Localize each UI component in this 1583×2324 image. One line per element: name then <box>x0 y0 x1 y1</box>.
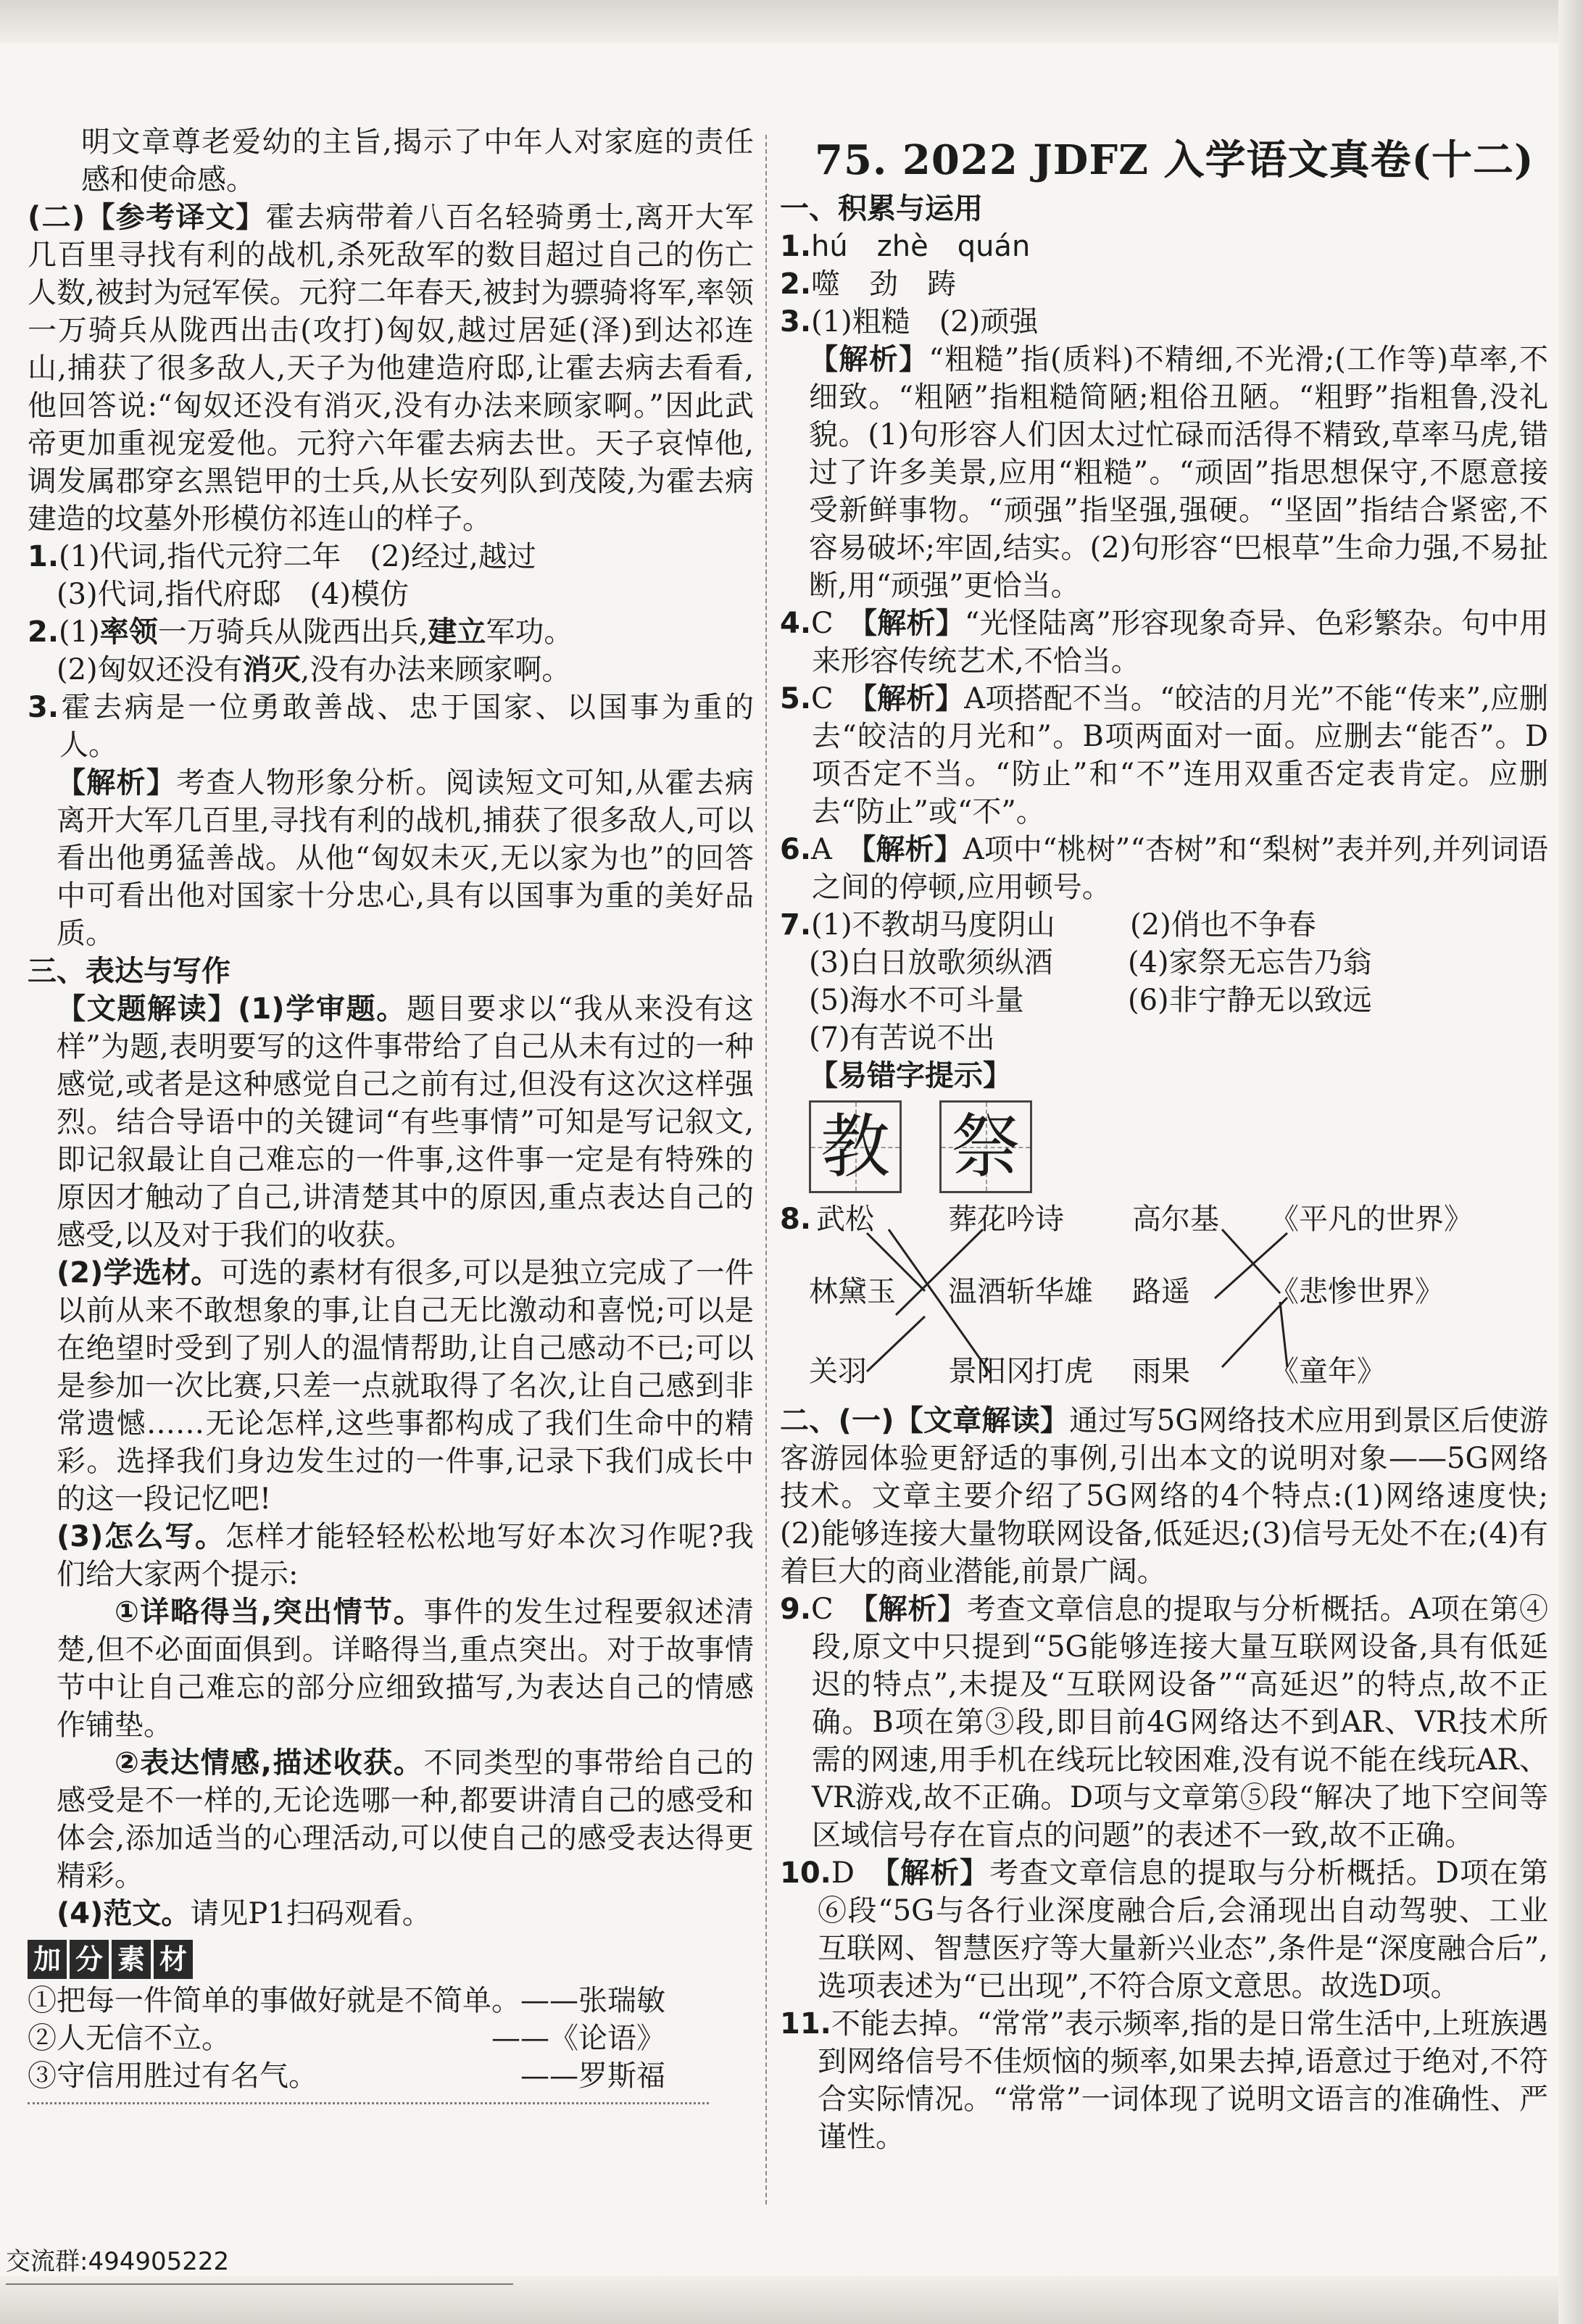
r7-item: (1)不教胡马度阴山 <box>811 908 1055 942</box>
q1-line2: (3)代词,指代府邸 (4)模仿 <box>57 578 410 611</box>
r10-number: 10. <box>780 1856 831 1890</box>
quote-row <box>28 2057 709 2095</box>
translation-label: (二)【参考译文】 <box>28 201 266 234</box>
r9-text: 考查文章信息的提取与分析概括。A项在第④段,原文中只提到“5G能够连接大量互联网设备,具有低延迟的特点”,未提及“互联网设备”“高延迟”的特点,故不正确。B项在第③段,即目前4G网络达不到AR、VR技术所需的网速,用手机在线玩比较困难,没有说不能在线玩AR、VR游戏,故不正确。D项与文章第⑤段“解决了地下空间等区域信号存在盲点的问题”的表述不一致,故不正确。 <box>812 1593 1549 1852</box>
badge-char: 分 <box>70 1940 109 1979</box>
quote-author: ——罗斯福 <box>520 2059 665 2093</box>
tianzige-char: 教 <box>820 1106 890 1187</box>
q2-line2 <box>28 651 754 689</box>
r10-text: 考查文章信息的提取与分析概括。D项在第⑥段“5G与各行业深度融合后,会涌现出自动驾驶、工业互联网、智慧医疗等大量新兴业态”,条件是“深度融合后”,选项表述为“已出现”,不符合原文意思。故选D项。 <box>818 1856 1549 2003</box>
q3-answer: 霍去病是一位勇敢善战、忠于国家、以国事为重的人。 <box>59 691 754 762</box>
r2 <box>780 265 1548 303</box>
r7-item: (6)非宁静无以致远 <box>1128 984 1372 1017</box>
q1-line1: (1)代词,指代元狩二年 (2)经过,越过 <box>59 540 536 573</box>
writing-4-text: 请见P1扫码观看。 <box>190 1897 431 1930</box>
r5 <box>780 680 1548 831</box>
quote-text: ②人无信不立。 <box>28 2022 230 2055</box>
badge-char: 素 <box>112 1940 151 1979</box>
r5-number: 5. <box>780 682 812 715</box>
r6-label: 【解析】 <box>861 833 963 866</box>
q1-number: 1. <box>28 540 59 573</box>
r8-book: 《童年》 <box>1270 1355 1386 1388</box>
writing-3-label: (3)怎么写。 <box>57 1520 225 1553</box>
quote-row <box>28 1982 709 2020</box>
r7-row4: (7)有苦说不出 <box>809 1021 995 1055</box>
scan-top-edge <box>0 0 1583 43</box>
r8-character: 关羽 <box>809 1355 867 1388</box>
r11-text: 不能去掉。“常常”表示频率,指的是日常生活中,上班族遇到网络信号不佳烦恼的频率,如果去掉,语意过于绝对,不符合实际情况。“常常”一词体现了说明文语言的准确性、严谨性。 <box>818 2007 1548 2154</box>
r7 <box>780 906 1548 944</box>
section-2-text: 通过写5G网络技术应用到景区后使游客游园体验更舒适的事例,引出本文的说明对象——5G网络技术。文章主要介绍了5G网络的4个特点:(1)网络速度快;(2)能够连接大量物联网设备,低延迟;(3)信号无处不在;(4)有着巨大的商业潜能,前景广阔。 <box>780 1404 1549 1588</box>
r2-number: 2. <box>780 267 812 301</box>
r7-item: (3)白日放歌须纵酒 <box>809 946 1053 979</box>
right-column <box>780 190 1548 2156</box>
r6-number: 6. <box>780 833 812 866</box>
r9-choice: C <box>811 1593 834 1626</box>
writing-3-2-label: ②表达情感,描述收获。 <box>115 1746 424 1780</box>
r8-book: 《悲惨世界》 <box>1270 1275 1444 1308</box>
writing-2 <box>28 1254 754 1518</box>
section-2-label: 二、(一)【文章解读】 <box>780 1404 1070 1437</box>
q3 <box>28 689 754 764</box>
r8-author: 高尔基 <box>1132 1203 1219 1236</box>
quote-text: ①把每一件简单的事做好就是不简单。 <box>28 1984 520 2017</box>
scan-right-edge <box>1558 0 1583 2324</box>
r3-number: 3. <box>780 305 812 339</box>
footer-rule <box>6 2283 513 2285</box>
q2-l2-c: ,没有办法来顾家啊。 <box>300 653 571 686</box>
left-column <box>28 123 754 2104</box>
tianzige-box <box>809 1100 902 1193</box>
r8-author: 雨果 <box>1132 1355 1190 1388</box>
matching-exercise <box>780 1200 1548 1396</box>
q2-l1-d: 建立 <box>428 615 486 649</box>
r8-event: 葬花吟诗 <box>948 1203 1064 1236</box>
q3-analysis-text: 考查人物形象分析。阅读短文可知,从霍去病离开大军几百里,寻找有利的战机,捕获了很多敌人,可以看出他勇猛善战。从他“匈奴未灭,无以家为也”的回答中可看出他对国家十分忠心,具有以国事为重的美好品质。 <box>57 766 754 950</box>
r6-choice: A <box>811 833 832 866</box>
r4-text: “光怪陆离”形容现象奇异、色彩繁杂。句中用来形容传统艺术,不恰当。 <box>812 607 1548 678</box>
r7-row2 <box>780 944 1548 982</box>
r4-choice: C <box>811 607 834 640</box>
writing-3-2 <box>28 1744 754 1895</box>
footer-group-number: 交流群:494905222 <box>6 2247 230 2276</box>
q2-l2-a: (2)匈奴还没有 <box>57 653 243 686</box>
badge-char: 材 <box>154 1940 193 1979</box>
r3-analysis-label: 【解析】 <box>809 343 929 376</box>
r1 <box>780 228 1548 265</box>
r8-character: 林黛玉 <box>809 1275 896 1308</box>
badge-char: 加 <box>28 1940 67 1979</box>
writing-1-label: (1)学审题。 <box>238 992 407 1026</box>
r3-text: (1)粗糙 (2)顽强 <box>811 305 1039 339</box>
writing-4 <box>28 1895 754 1933</box>
r9-number: 9. <box>780 1593 812 1626</box>
q2-l1-c: 一万骑兵从陇西出兵, <box>157 615 428 649</box>
quote-row <box>28 2020 709 2057</box>
r3 <box>780 303 1548 341</box>
r6-text: A项中“桃树”“杏树”和“梨树”表并列,并列词语之间的停顿,应用顿号。 <box>812 833 1549 904</box>
writing-label: 【文题解读】 <box>57 992 238 1026</box>
r6 <box>780 831 1548 906</box>
quote-author: ——张瑞敏 <box>520 1984 665 2017</box>
r4-number: 4. <box>780 607 812 640</box>
r5-label: 【解析】 <box>862 682 965 715</box>
writing-2-text: 可选的素材有很多,可以是独立完成了一件以前从来不敢想象的事,让自己无比激动和喜悦;可以是在绝望时受到了别人的温情帮助,让自己感动不已;可以是参加一次比赛,只差一点就取得了名次,让自己感到非常遗憾……无论怎样,这些事都构成了我们生命中的精彩。选择我们身边发生过的一件事,记录下我们成长中的这一段记忆吧! <box>57 1256 754 1516</box>
r10-label: 【解析】 <box>885 1856 990 1890</box>
tianzige-char: 祭 <box>951 1106 1021 1187</box>
r4-label: 【解析】 <box>863 607 965 640</box>
r7-item: (5)海水不可斗量 <box>809 984 1024 1017</box>
q2 <box>28 613 754 651</box>
r1-number: 1. <box>780 230 812 263</box>
writing-1 <box>28 990 754 1254</box>
r7-item: (4)家祭无忘告乃翁 <box>1128 946 1372 979</box>
r8-event: 温酒斩华雄 <box>948 1275 1093 1308</box>
section-3-heading: 三、表达与写作 <box>28 955 230 988</box>
writing-3-1 <box>28 1593 754 1744</box>
q2-l1-a: (1) <box>59 615 100 649</box>
q2-number: 2. <box>28 615 59 649</box>
r9-label: 【解析】 <box>863 1593 967 1626</box>
r8-author: 路遥 <box>1132 1275 1190 1308</box>
page-title: 75. 2022 JDFZ 入学语文真卷(十二) <box>815 136 1534 184</box>
r3-analysis <box>780 341 1548 605</box>
q3-number: 3. <box>28 691 59 724</box>
writing-3-1-label: ①详略得当,突出情节。 <box>115 1595 424 1629</box>
q1 <box>28 538 754 576</box>
translation-text: 霍去病带着八百名轻骑勇士,离开大军几百里寻找有利的战机,杀死敌军的数目超过自己的伤亡人数,被封为冠军侯。元狩二年春天,被封为骠骑将军,率领一万骑兵从陇西出击(攻打)匈奴,越过居延(泽)到达祁连山,捕获了很多敌人,天子为他建造府邸,让霍去病去看看,他回答说:“匈奴还没有消灭,没有办法来顾家啊。”因此武帝更加重视宠爱他。元狩六年霍去病去世。天子哀悼他,调发属郡穿玄黑铠甲的士兵,从长安列队到茂陵,为霍去病建造的坟墓外形模仿祁连山的样子。 <box>28 201 754 536</box>
quote-author: ——《论语》 <box>491 2022 665 2055</box>
quote-text: ③守信用胜过有名气。 <box>28 2059 317 2093</box>
r11-number: 11. <box>780 2007 831 2041</box>
section-1-heading: 一、积累与运用 <box>780 192 983 225</box>
r10-choice: D <box>831 1856 855 1890</box>
r5-choice: C <box>811 682 834 715</box>
r4 <box>780 605 1548 680</box>
r2-text: 噬 劲 踌 <box>811 267 957 301</box>
q3-analysis-label: 【解析】 <box>57 766 177 800</box>
intro-paragraph: 明文章尊老爱幼的主旨,揭示了中年人对家庭的责任感和使命感。 <box>81 125 754 196</box>
r10 <box>780 1854 1548 2005</box>
writing-3-2-text: 不同类型的事带给自己的感受是不一样的,无论选哪一种,都要讲清自己的感受和体会,添加适当的心理活动,可以使自己的感受表达得更精彩。 <box>57 1746 755 1893</box>
writing-2-label: (2)学选材。 <box>57 1256 220 1290</box>
r7-row3 <box>780 982 1548 1019</box>
quotes-list <box>28 1982 709 2104</box>
q2-l1-e: 军功。 <box>486 615 573 649</box>
column-divider <box>765 135 767 2204</box>
q2-l2-b: 消灭 <box>242 653 301 686</box>
r7-number: 7. <box>780 908 812 942</box>
bonus-material-badge <box>28 1940 196 1979</box>
r8-book: 《平凡的世界》 <box>1270 1203 1473 1236</box>
writing-1-text: 题目要求以“我从来没有这样”为题,表明要写的这件事带给了自己从未有过的一种感觉,或者是这种感觉自己之前有过,但没有这次这样强烈。结合导语中的关键词“有些事情”可知是写记叙文,即记叙最让自己难忘的一件事,这件事一定是有特殊的原因才触动了自己,讲清楚其中的原因,重点表达自己的感受,以及对于我们的收获。 <box>57 992 755 1252</box>
r8-event: 景阳冈打虎 <box>948 1355 1093 1388</box>
tianzige-row <box>809 1100 1548 1193</box>
section-2-paragraph <box>780 1402 1548 1590</box>
r11 <box>780 2005 1548 2156</box>
r7-tip: 【易错字提示】 <box>809 1059 1012 1092</box>
q2-l1-b: 率领 <box>99 615 158 649</box>
r5-text: A项搭配不当。“皎洁的月光”不能“传来”,应删去“皎洁的月光和”。B项两面对一面。应删去“能否”。D项否定不当。“防止”和“不”连用双重否定表肯定。应删去“防止”或“不”。 <box>812 682 1548 829</box>
tianzige-box <box>939 1100 1032 1193</box>
r1-text: hú zhè quán <box>811 230 1031 263</box>
r8-number: 8. <box>780 1203 812 1236</box>
translation-paragraph <box>28 199 754 538</box>
r3-analysis-text: “粗糙”指(质料)不精细,不光滑;(工作等)草率,不细致。“粗陋”指粗糙简陋;粗俗丑陋。“粗野”指粗鲁,没礼貌。(1)句形容人们因太过忙碌而活得不精致,草率马虎,错过了许多美景,应用“粗糙”。“顽固”指思想保守,不愿意接受新鲜事物。“顽强”指坚强,强硬。“坚固”指结合紧密,不容易破坏;牢固,结实。(2)句形容“巴根草”生命力强,不易扯断,用“顽强”更恰当。 <box>809 343 1549 602</box>
writing-4-label: (4)范文。 <box>57 1897 191 1930</box>
r7-item: (2)俏也不争春 <box>1130 908 1316 942</box>
r9 <box>780 1590 1548 1854</box>
q3-analysis <box>28 764 754 953</box>
writing-3-1-text: 事件的发生过程要叙述清楚,但不必面面俱到。详略得当,重点突出。对于故事情节中让自己难忘的部分应细致描写,为表达自己的情感作铺垫。 <box>57 1595 755 1742</box>
writing-3-text: 怎样才能轻轻松松地写好本次习作呢?我们给大家两个提示: <box>57 1520 754 1591</box>
writing-3 <box>28 1518 754 1593</box>
r8-character: 武松 <box>816 1203 874 1236</box>
